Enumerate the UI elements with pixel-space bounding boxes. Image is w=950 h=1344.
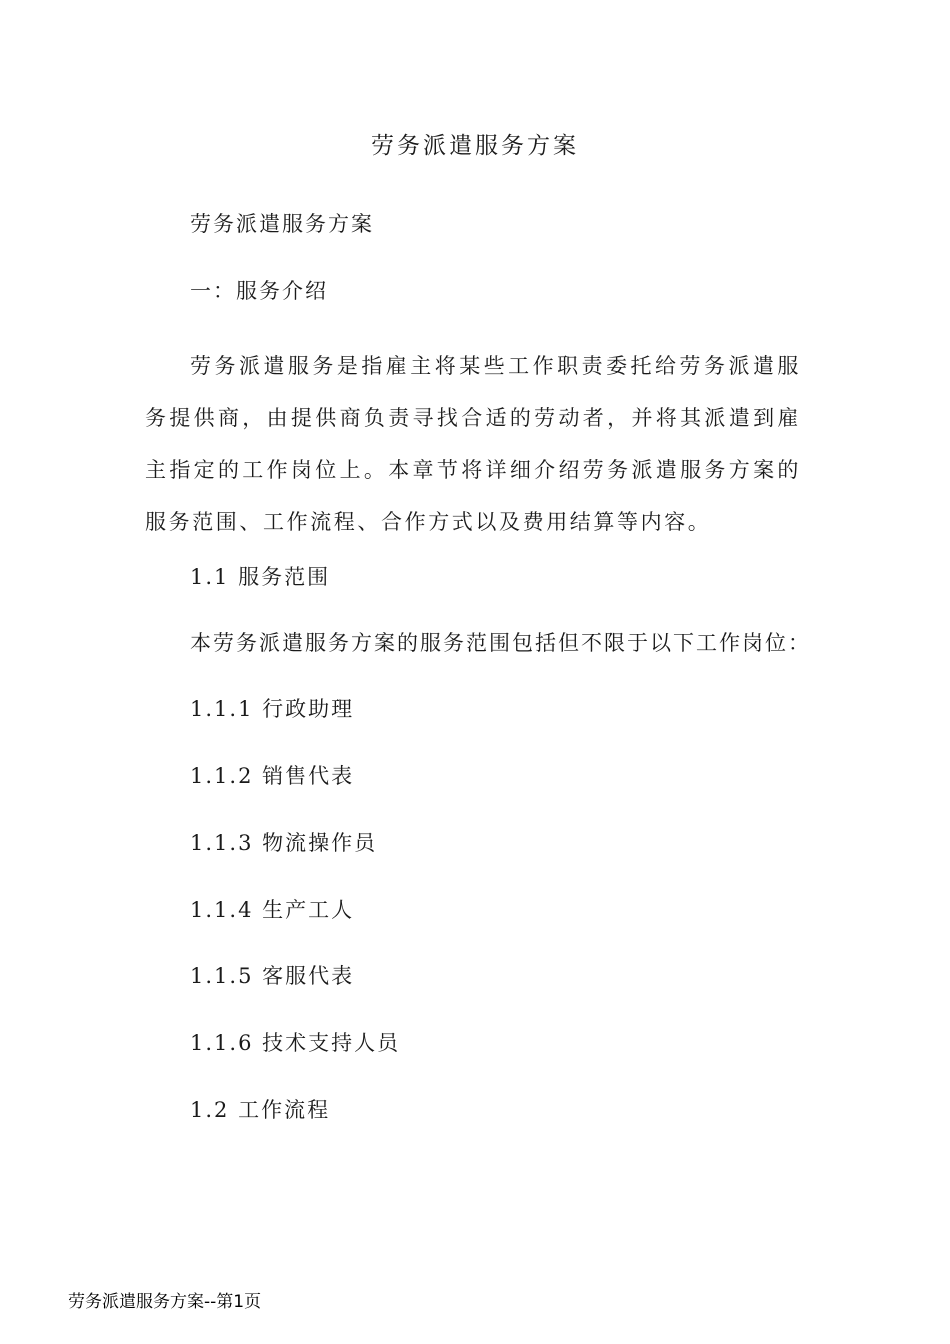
document-subtitle: 劳务派遣服务方案	[190, 212, 374, 236]
section-heading-service-scope: 1.1 服务范围	[190, 565, 331, 589]
section-heading-workflow: 1.2 工作流程	[190, 1098, 331, 1122]
document-title: 劳务派遣服务方案	[371, 133, 579, 159]
position-item: 1.1.5 客服代表	[190, 964, 355, 988]
section-heading-service-intro: 一：服务介绍	[190, 279, 328, 303]
position-item: 1.1.2 销售代表	[190, 764, 355, 788]
position-item: 1.1.6 技术支持人员	[190, 1031, 401, 1055]
service-intro-paragraph: 劳务派遣服务是指雇主将某些工作职责委托给劳务派遣服务提供商，由提供商负责寻找合适的劳动者，并将其派遣到雇主指定的工作岗位上。本章节将详细介绍劳务派遣服务方案的服务范围、工作流程、合作方式以及费用结算等内容。	[145, 354, 801, 534]
position-item: 1.1.4 生产工人	[190, 898, 355, 922]
service-scope-intro: 本劳务派遣服务方案的服务范围包括但不限于以下工作岗位：	[190, 631, 811, 655]
position-item: 1.1.3 物流操作员	[190, 831, 378, 855]
position-item: 1.1.1 行政助理	[190, 697, 355, 721]
page-footer: 劳务派遣服务方案--第1页	[68, 1292, 262, 1312]
